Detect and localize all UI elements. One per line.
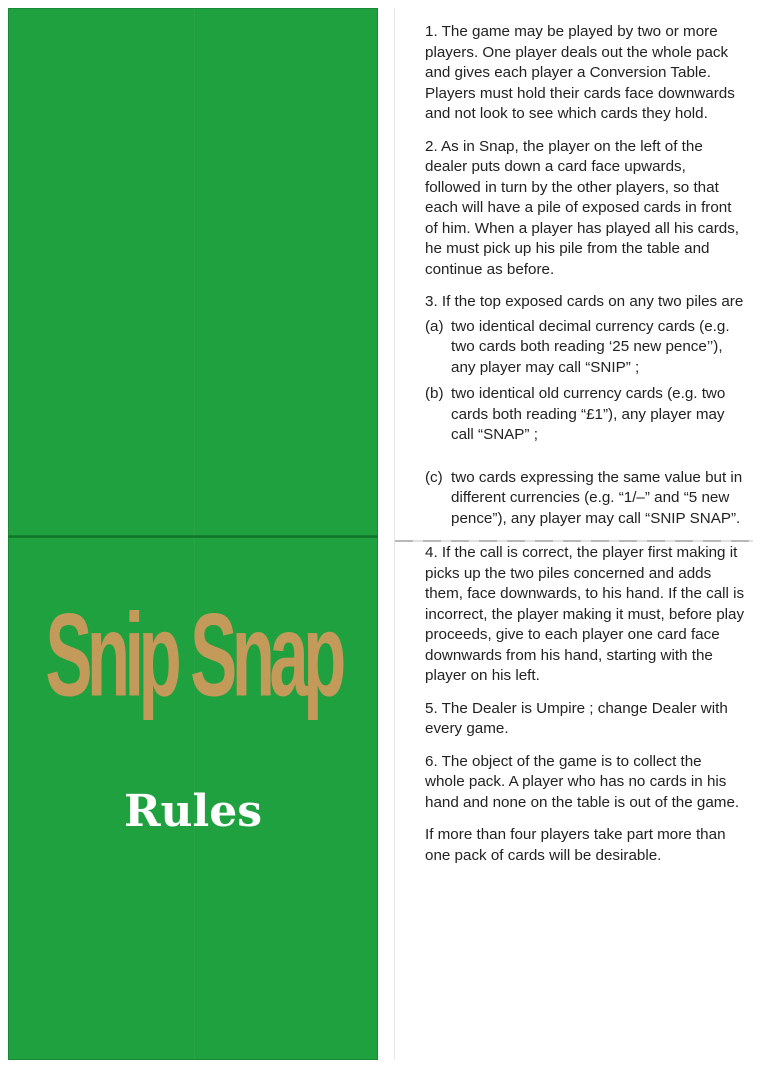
- game-title: Snip Snap: [45, 590, 341, 722]
- rules-panel: [394, 8, 753, 1060]
- cover-panel: [8, 8, 378, 1060]
- rule-3-intro: 3. If the top exposed cards on any two piles are: [425, 293, 744, 310]
- rule-1: 1. The game may be played by two or more players. One player deals out the whole pack and gives each player a Conversion Table. Players must hold their cards face downwards and not look to see which cards they hold.: [425, 23, 735, 122]
- rule-3-item-c: [425, 468, 745, 530]
- rule-3-item-text: two identical decimal currency cards (e.g. two cards both reading ‘25 new pence’’), any player may call “SNIP” ;: [451, 317, 730, 376]
- rule-6: 6. The object of the game is to collect the whole pack. A player who has no cards in his hand and none on the table is out of the game.: [425, 752, 740, 811]
- rule-5: 5. The Dealer is Umpire ; change Dealer with every game.: [425, 699, 728, 737]
- rule-note: If more than four players take part more than one pack of cards will be desirable.: [425, 826, 726, 864]
- rule-3-item-text: two identical old currency cards (e.g. two cards both reading “£1”), any player may call “SNAP” ;: [451, 385, 726, 443]
- rule-3-item-b: [425, 384, 745, 446]
- rule-4: 4. If the call is correct, the player first making it picks up the two piles concerned and adds them, face downwards, to his hand. If the call is incorrect, the player making it must, before play proceeds, give to each player one card face downwards from his hand, starting with the player on his left.: [425, 544, 745, 684]
- rule-3-item-a: [425, 317, 745, 379]
- rule-3-item-label: (b): [425, 385, 444, 402]
- rule-3-item-text: two cards expressing the same value but in different currencies (e.g. “1/–” and “5 new pence”), any player may call “SNIP SNAP”.: [451, 468, 743, 527]
- rule-3-item-label: (c): [425, 468, 443, 486]
- rules-heading: Rules: [123, 786, 263, 837]
- rules-text: [425, 22, 745, 878]
- cover-fold-line: [8, 535, 378, 538]
- cover-crease: [194, 8, 195, 1060]
- rule-2: 2. As in Snap, the player on the left of the dealer puts down a card face upwards, followed in turn by the other players, so that each will have a pile of exposed cards in front of him. When a player has played all his cards, he must pick up his pile from the table and continue as before.: [425, 137, 740, 278]
- rule-3-item-label: (a): [425, 317, 444, 335]
